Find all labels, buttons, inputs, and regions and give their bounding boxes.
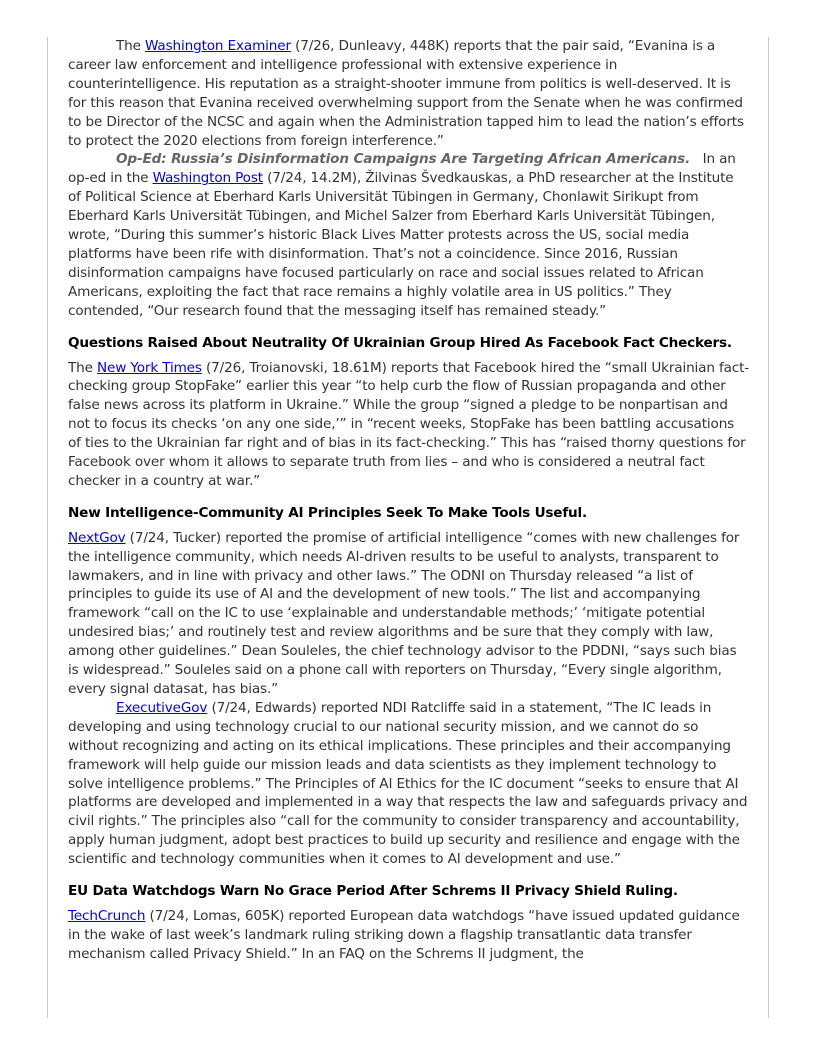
paragraph-washington-examiner [68, 37, 750, 150]
link-executivegov[interactable]: ExecutiveGov [116, 699, 208, 716]
text-before: The [116, 38, 146, 54]
oped-inline-heading: Op-Ed: Russia’s Disinformation Campaigns Are Targeting African Americans. [116, 151, 691, 168]
document-page [47, 37, 769, 1018]
text-after: (7/24, 14.2M), Žilvinas Švedkauskas, a PhD researcher at the Institute of Political Science at Eberhard Karls Universität Tübingen in Germany, Chonlawit Sirikupt from Eberhard Karls Universität Tübingen, and Michel Salzer from Eberhard Karls Universität Tübingen, wrote, “During this summer’s historic Black Lives Matter protests across the US, social media platforms have been rife with disinformation. That’s not a coincidence. Since 2016, Russian disinformation campaigns have focused particularly on race and social issues related to African Americans, exploiting the fact that race remains a highly volatile area in US politics.” They contended, “Our research found that the messaging itself has remained steady.” [68, 170, 734, 319]
text-after: (7/24, Tucker) reported the promise of artificial intelligence “comes with new challenges for the intelligence community, which needs AI-driven results to be useful to analysts, transparent to lawmakers, and in line with privacy and other laws.” The ODNI on Thursday released “a list of principles to guide its use of AI and the development of new tools.” The list and accompanying framework “call on the IC to use ‘explainable and understandable methods;’ ‘mitigate potential undesired bias;’ and routinely test and review algorithms and be sure that they comply with law, among other guidelines.” Dean Souleles, the chief technology advisor to the PDDNI, “says such bias is widespread.” Souleles said on a phone call with reporters on Thursday, “Every single algorithm, every signal datasat, has bias.” [68, 529, 740, 697]
heading-ukrainian-fact-checkers: Questions Raised About Neutrality Of Ukrainian Group Hired As Facebook Fact Checkers. [68, 334, 732, 351]
text-after: (7/26, Dunleavy, 448K) reports that the pair said, “Evanina is a career law enforcement and intelligence professional with extensive experience in counterintelligence. His reputation as a straight-shooter immune from politics is well-deserved. It is for this reason that Evanina received overwhelming support from the Senate when he was confirmed to be Director of the NCSC and again when the Administration tapped him to lead the nation’s efforts to protect the 2020 elections from foreign interference.” [68, 38, 744, 149]
link-new-york-times[interactable]: New York Times [97, 359, 202, 376]
text-after: (7/24, Lomas, 605K) reported European data watchdogs “have issued updated guidance in the wake of last week’s landmark ruling striking down a flagship transatlantic data transfer mechanism called Privacy Shield.” In an FAQ on the Schrems II judgment, the [68, 907, 740, 962]
text-after: (7/26, Troianovski, 18.61M) reports that Facebook hired the “small Ukrainian fact-checking group StopFake” earlier this year “to help curb the flow of Russian propaganda and other false news across its platform in Ukraine.” While the group “signed a pledge to be nonpartisan and not to focus its checks ‘on any one side,’” in “recent weeks, StopFake has been battling accusations of ties to the Ukrainian far right and of bias in its fact-checking.” This has “raised thorny questions for Facebook over whom it allows to separate truth from lies – and who is considered a neutral fact checker in a country at war.” [68, 359, 750, 489]
link-washington-examiner[interactable]: Washington Examiner [145, 38, 291, 54]
text-before: The [68, 359, 98, 376]
link-washington-post[interactable]: Washington Post [152, 170, 263, 187]
paragraph-techcrunch [68, 907, 750, 964]
paragraph-nextgov [68, 529, 750, 699]
paragraph-nyt [68, 359, 750, 491]
paragraph-oped [68, 150, 750, 320]
text-before: In an op-ed in the [68, 151, 740, 187]
text-after: (7/24, Edwards) reported NDI Ratcliffe said in a statement, “The IC leads in developing and using technology crucial to our national security mission, and we cannot do so without recognizing and acting on its ethical implications. These principles and their accompanying framework will help guide our mission leads and data scientists as they implement technology to solve intelligence problems.” The Principles of AI Ethics for the IC document “seeks to ensure that AI platforms are developed and implemented in a way that respects the law and safeguards privacy and civil rights.” The principles also “call for the community to consider transparency and accountability, apply human judgment, adopt best practices to build up security and resilience and engage with the scientific and technology communities when it comes to AI development and use.” [68, 699, 748, 868]
page-content [68, 37, 750, 964]
link-nextgov[interactable]: NextGov [68, 529, 126, 546]
heading-ai-principles: New Intelligence-Community AI Principles Seek To Make Tools Useful. [68, 504, 587, 521]
link-techcrunch[interactable]: TechCrunch [68, 907, 146, 924]
heading-eu-data-watchdogs: EU Data Watchdogs Warn No Grace Period After Schrems II Privacy Shield Ruling. [68, 883, 678, 900]
paragraph-executivegov [68, 699, 750, 869]
